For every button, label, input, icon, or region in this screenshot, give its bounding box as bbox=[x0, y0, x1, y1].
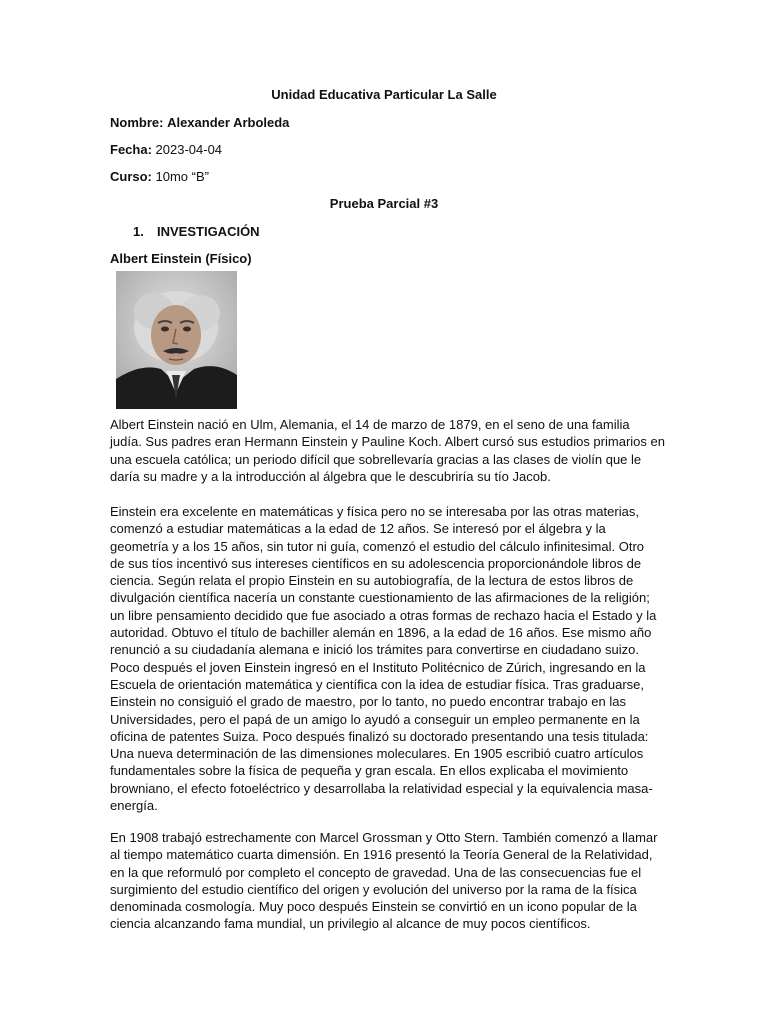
paragraph-line: al tiempo matemático cuarta dimensión. En 1916 presentó la Teoría General de la Relatividad, bbox=[110, 847, 653, 863]
paragraph-line: en la que reformuló por completo el concepto de gravedad. Una de las consecuencias fue el bbox=[110, 864, 642, 880]
paragraph-2 bbox=[110, 503, 660, 814]
paragraph-line: Escuela de orientación matemática y científica con la idea de estudiar física. Tras graduarse, bbox=[110, 676, 645, 692]
section-subtitle: Albert Einstein (Físico) bbox=[110, 251, 252, 266]
name-label: Nombre: bbox=[110, 115, 164, 130]
paragraph-line: Einstein era excelente en matemáticas y física pero no se interesaba por las otras materias, bbox=[110, 504, 639, 519]
paragraph-line: daría su madre y a la introducción al álgebra que le descubriría su tío Jacob. bbox=[110, 468, 551, 484]
course-line bbox=[110, 169, 209, 184]
section-number: 1. bbox=[133, 224, 144, 239]
paragraph-line: Einstein no consiguió el grado de maestro, por lo tanto, no puedo encontrar trabajo en las bbox=[110, 694, 627, 710]
paragraph-line: un libre pensamiento decidido que fue asociado a otras formas de rechazo hacia el Estado y la bbox=[110, 607, 657, 623]
paragraph-line: ciencia. Según relata el propio Einstein en su autobiografía, de la lectura de estos libros de bbox=[110, 573, 634, 589]
paragraph-line: Universidades, pero el papá de un amigo lo ayudó a conseguir un empleo permanente en la bbox=[110, 711, 640, 727]
paragraph-line: divulgación científica nacería un constante cuestionamiento de las afirmaciones de la religión; bbox=[110, 590, 650, 606]
name-value: Alexander Arboleda bbox=[167, 115, 290, 130]
paragraph-line: geometría y a los 15 años, sin tutor ni guía, comenzó el estudio del cálculo infinitesimal. Otro bbox=[110, 538, 645, 554]
paragraph-line: autoridad. Obtuvo el título de bachiller alemán en 1896, a la edad de 16 años. Ese mismo año bbox=[110, 625, 652, 641]
paragraph-line: judía. Sus padres eran Hermann Einstein y Pauline Koch. Albert cursó sus estudios primarios en bbox=[110, 434, 665, 450]
exam-title: Prueba Parcial #3 bbox=[329, 196, 439, 211]
paragraph-3 bbox=[110, 829, 660, 933]
paragraph-line: renunció a su ciudadanía alemana e inició los trámites para convertirse en ciudadano suizo. bbox=[110, 642, 639, 658]
paragraph-line: fundamentales sobre la física de pequeña y gran escala. En ellos explicaba el movimiento bbox=[110, 763, 629, 779]
date-label: Fecha: bbox=[110, 142, 152, 157]
paragraph-line: comenzó a estudiar matemáticas a la edad de 12 años. Se interesó por el álgebra y la bbox=[110, 521, 606, 537]
course-value: 10mo “B” bbox=[155, 169, 209, 184]
paragraph-line: Albert Einstein nació en Ulm, Alemania, el 14 de marzo de 1879, en el seno de una familia bbox=[110, 417, 630, 432]
paragraph-line: oficina de patentes Suiza. Poco después finalizó su doctorado presentando una tesis titulada: bbox=[110, 728, 649, 744]
paragraph-line: browniano, el efecto fotoeléctrico y desarrollaba la relatividad especial y la equivalencia masa- bbox=[110, 780, 653, 796]
paragraph-line: energía. bbox=[110, 798, 158, 814]
paragraph-line: En 1908 trabajó estrechamente con Marcel Grossman y Otto Stern. También comenzó a llamar bbox=[110, 830, 658, 845]
name-line bbox=[110, 115, 289, 130]
paragraph-line: una escuela católica; un periodo difícil que sobrellevaría gracias a las clases de violín que le bbox=[110, 451, 642, 467]
paragraph-line: Una nueva determinación de las dimensiones moleculares. En 1905 escribió cuatro artículos bbox=[110, 746, 644, 762]
einstein-portrait bbox=[116, 271, 237, 409]
course-label: Curso: bbox=[110, 169, 152, 184]
date-value: 2023-04-04 bbox=[155, 142, 223, 157]
date-line bbox=[110, 142, 222, 157]
paragraph-line: surgimiento del estudio científico del origen y evolución del universo por la rama de la física bbox=[110, 881, 637, 897]
paragraph-line: ciencia alcanzando fama mundial, un privilegio al alcance de muy pocos científicos. bbox=[110, 916, 591, 932]
paragraph-line: denominada cosmología. Muy poco después Einstein se convirtió en un icono popular de la bbox=[110, 899, 637, 915]
paragraph-line: de sus tíos incentivó sus intereses científicos en su adolescencia proporcionándole libros de bbox=[110, 555, 642, 571]
school-title: Unidad Educativa Particular La Salle bbox=[271, 87, 497, 102]
paragraph-1 bbox=[110, 416, 665, 485]
section-title: INVESTIGACIÓN bbox=[157, 224, 260, 239]
paragraph-line: Poco después el joven Einstein ingresó en el Instituto Politécnico de Zúrich, ingresando en la bbox=[110, 659, 646, 675]
